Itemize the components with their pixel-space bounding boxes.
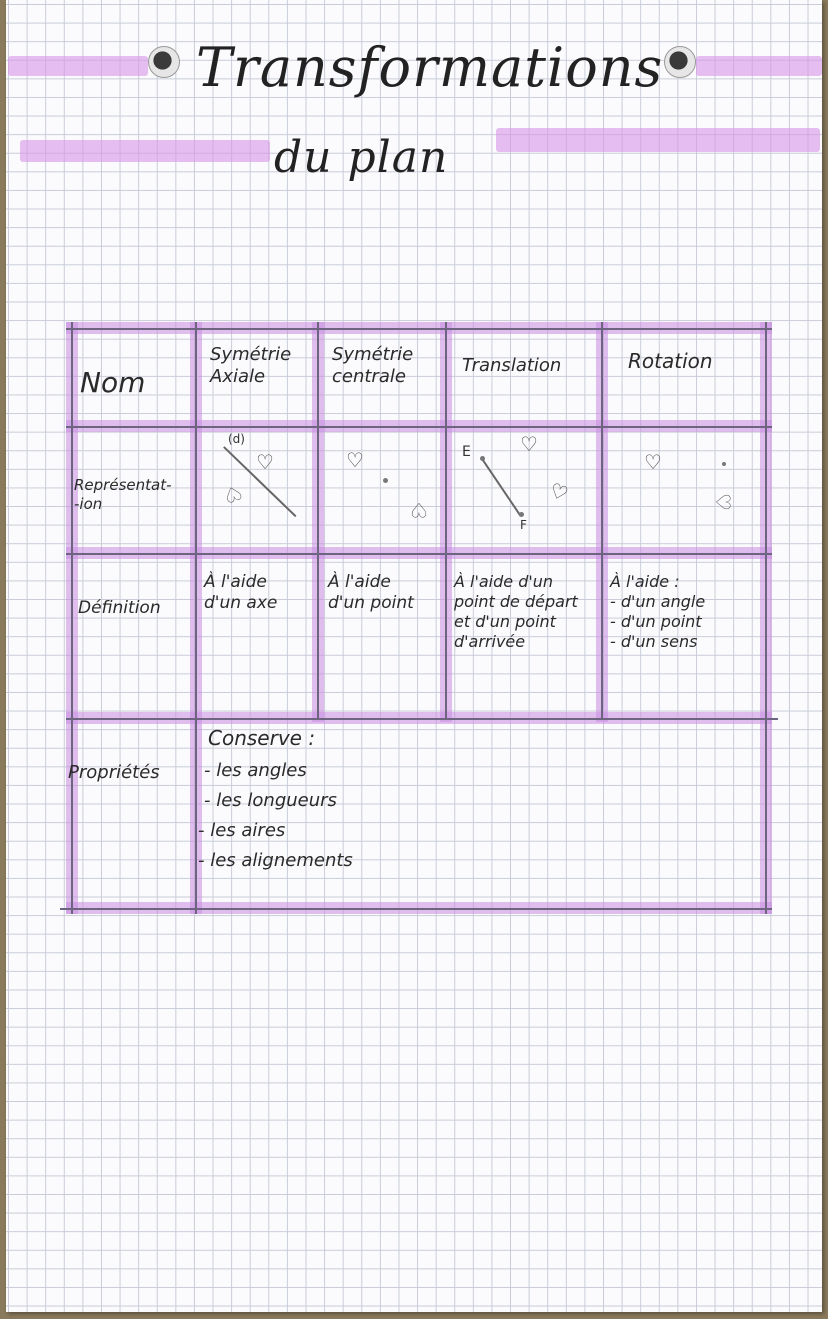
rotation-center [722,462,726,466]
start-point-label: E [462,444,471,460]
heart-icon: ♡ [546,477,572,507]
highlight-stroke [696,56,822,76]
row-header-nom: Nom [80,366,146,399]
column-header-rotation: Rotation [628,349,713,373]
heart-icon: ♡ [346,448,364,472]
definition-rotation: À l'aide : - d'un angle - d'un point - d'un sens [610,572,706,651]
binder-hole-icon [664,46,696,78]
highlight-stroke [20,140,270,162]
definition-translation: À l'aide d'un point de départ et d'un point d'arrivée [454,572,578,651]
end-point-label: F [520,518,527,532]
property-item: - les angles [204,760,307,781]
row-header-definition: Définition [78,598,161,618]
property-item: - les longueurs [204,790,337,811]
properties-intro: Conserve : [208,726,316,750]
column-header-symetrie-centrale: Symétrie centrale [332,344,414,387]
highlight-stroke [496,128,820,152]
page-subtitle: du plan [274,132,449,183]
translation-vector [482,459,521,516]
row-header-representation: Représentat- -ion [74,476,172,513]
column-header-symetrie-axiale: Symétrie Axiale [210,344,292,387]
column-header-translation: Translation [462,355,562,376]
row-header-proprietes: Propriétés [68,762,160,783]
page-title: Transformations [196,36,664,99]
heart-icon: ♡ [644,450,662,474]
heart-icon: ♡ [410,498,428,522]
end-point [519,512,524,517]
notebook-page [6,0,822,1312]
heart-icon: ♡ [256,450,274,474]
heart-icon: ♡ [520,432,538,456]
center-point [383,478,388,483]
heart-icon: ♡ [220,479,246,509]
property-item: - les aires [198,820,286,841]
highlight-stroke [8,56,148,76]
definition-symetrie-axiale: À l'aide d'un axe [204,572,278,613]
definition-symetrie-centrale: À l'aide d'un point [328,572,414,613]
heart-icon: ♡ [710,493,735,511]
axis-label: (d) [228,432,245,446]
transformations-table [66,322,772,914]
binder-hole-icon [148,46,180,78]
property-item: - les alignements [198,850,353,871]
